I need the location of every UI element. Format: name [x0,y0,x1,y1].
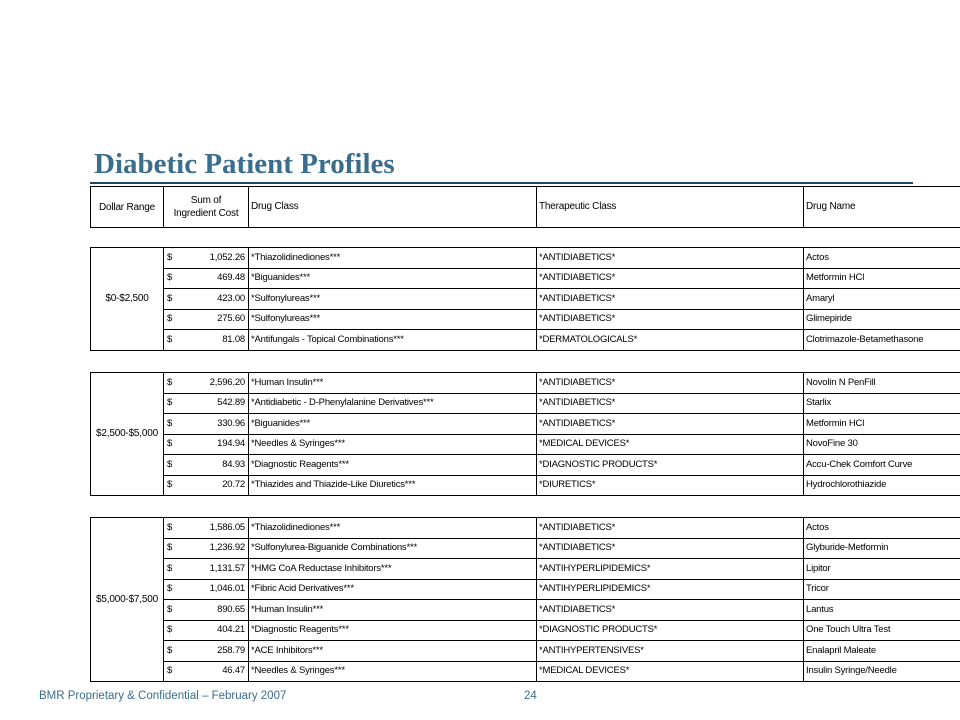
ingredient-cost-cell [164,455,249,476]
currency-symbol: $ [167,438,173,450]
currency-symbol: $ [167,417,173,429]
currency-symbol: $ [167,479,173,491]
therapeutic-class-cell: *ANTIDIABETICS* [537,600,804,621]
ingredient-cost-cell [164,579,249,600]
currency-symbol: $ [167,397,173,409]
cost-value: 275.60 [217,313,245,325]
currency-symbol: $ [167,665,173,677]
currency-symbol: $ [167,644,173,656]
ingredient-cost-cell [164,373,249,394]
therapeutic-class-cell: *ANTIDIABETICS* [537,268,804,289]
cost-value: 423.00 [217,292,245,304]
header-sum-line1: Sum of [190,195,222,206]
currency-symbol: $ [167,458,173,470]
cost-value: 1,131.57 [209,562,245,574]
table-row [91,579,960,600]
ingredient-cost-cell [164,414,249,435]
drug-name-cell: NovoFine 30 [804,434,960,455]
therapeutic-class-cell: *ANTIDIABETICS* [537,518,804,539]
drug-name-cell: Actos [804,248,960,269]
header-drug-class: Drug Class [249,187,537,228]
therapeutic-class-cell: *ANTIDIABETICS* [537,373,804,394]
ingredient-cost-cell [164,309,249,330]
therapeutic-class-cell: *MEDICAL DEVICES* [537,434,804,455]
drug-class-cell: *ACE Inhibitors*** [249,641,537,662]
drug-name-cell: Accu-Chek Comfort Curve [804,455,960,476]
drug-class-cell: *Thiazides and Thiazide-Like Diuretics*** [249,475,537,496]
currency-symbol: $ [167,603,173,615]
range-group-table [90,517,960,682]
ingredient-cost-cell [164,620,249,641]
drug-name-cell: Insulin Syringe/Needle [804,661,960,682]
therapeutic-class-cell: *DIAGNOSTIC PRODUCTS* [537,455,804,476]
drug-class-cell: *Biguanides*** [249,268,537,289]
table-row [91,600,960,621]
therapeutic-class-cell: *DIURETICS* [537,475,804,496]
therapeutic-class-cell: *DIAGNOSTIC PRODUCTS* [537,620,804,641]
cost-value: 1,236.92 [209,542,245,554]
currency-symbol: $ [167,562,173,574]
ingredient-cost-cell [164,600,249,621]
drug-class-cell: *Fibric Acid Derivatives*** [249,579,537,600]
ingredient-cost-cell [164,475,249,496]
header-dollar-range: Dollar Range [91,187,164,228]
drug-class-cell: *HMG CoA Reductase Inhibitors*** [249,559,537,580]
drug-name-cell: Metformin HCl [804,268,960,289]
cost-value: 1,046.01 [209,583,245,595]
ingredient-cost-cell [164,248,249,269]
currency-symbol: $ [167,376,173,388]
cost-value: 890.65 [217,603,245,615]
drug-name-cell: Clotrimazole-Betamethasone [804,330,960,351]
currency-symbol: $ [167,272,173,284]
therapeutic-class-cell: *ANTIDIABETICS* [537,538,804,559]
ingredient-cost-cell [164,393,249,414]
currency-symbol: $ [167,313,173,325]
footer-page-number: 24 [524,690,537,702]
table-row [91,538,960,559]
cost-value: 542.89 [217,397,245,409]
therapeutic-class-cell: *ANTIDIABETICS* [537,309,804,330]
table-row [91,268,960,289]
ingredient-cost-cell [164,538,249,559]
therapeutic-class-cell: *ANTIHYPERLIPIDEMICS* [537,579,804,600]
ingredient-cost-cell [164,641,249,662]
drug-class-cell: *Thiazolidinediones*** [249,518,537,539]
table-row [91,309,960,330]
table-row [91,373,960,394]
therapeutic-class-cell: *MEDICAL DEVICES* [537,661,804,682]
table-row [91,641,960,662]
header-sum-line2: Ingredient Cost [173,208,239,219]
table-row [91,393,960,414]
drug-name-cell: Starlix [804,393,960,414]
table-row [91,559,960,580]
therapeutic-class-cell: *ANTIDIABETICS* [537,289,804,310]
drug-class-cell: *Antifungals - Topical Combinations*** [249,330,537,351]
drug-class-cell: *Human Insulin*** [249,600,537,621]
cost-value: 81.08 [222,333,245,345]
cost-value: 194.94 [217,438,245,450]
currency-symbol: $ [167,333,173,345]
drug-name-cell: Hydrochlorothiazide [804,475,960,496]
drug-name-cell: Enalapril Maleate [804,641,960,662]
drug-class-cell: *Human Insulin*** [249,373,537,394]
therapeutic-class-cell: *ANTIDIABETICS* [537,248,804,269]
cost-value: 404.21 [217,624,245,636]
drug-class-cell: *Sulfonylurea-Biguanide Combinations*** [249,538,537,559]
drug-class-cell: *Needles & Syringes*** [249,434,537,455]
therapeutic-class-cell: *DERMATOLOGICALS* [537,330,804,351]
cost-value: 2,596.20 [209,376,245,388]
ingredient-cost-cell [164,434,249,455]
therapeutic-class-cell: *ANTIHYPERTENSIVES* [537,641,804,662]
range-group-table [90,372,960,496]
footer-confidential: BMR Proprietary & Confidential – February 2007 [39,690,287,702]
ingredient-cost-cell [164,518,249,539]
drug-class-cell: *Biguanides*** [249,414,537,435]
cost-value: 46.47 [222,665,245,677]
currency-symbol: $ [167,583,173,595]
drug-class-cell: *Sulfonylureas*** [249,309,537,330]
table-row [91,414,960,435]
drug-name-cell: Tricor [804,579,960,600]
dollar-range-cell: $2,500-$5,000 [91,373,164,496]
drug-class-cell: *Antidiabetic - D-Phenylalanine Derivatives*** [249,393,537,414]
drug-class-cell: *Thiazolidinediones*** [249,248,537,269]
header-therapeutic-class: Therapeutic Class [537,187,804,228]
cost-value: 330.96 [217,417,245,429]
table-row [91,620,960,641]
header-sum-ingredient-cost [164,187,249,228]
header-drug-name: Drug Name [804,187,960,228]
header-table [90,186,960,228]
drug-class-cell: *Sulfonylureas*** [249,289,537,310]
cost-value: 1,052.26 [209,251,245,263]
table-row [91,330,960,351]
drug-name-cell: Glyburide-Metformin [804,538,960,559]
table-row [91,434,960,455]
table-row [91,661,960,682]
ingredient-cost-cell [164,661,249,682]
drug-name-cell: One Touch Ultra Test [804,620,960,641]
drug-name-cell: Amaryl [804,289,960,310]
ingredient-cost-cell [164,268,249,289]
ingredient-cost-cell [164,330,249,351]
dollar-range-cell: $5,000-$7,500 [91,518,164,682]
title-rule [90,182,913,184]
table-row [91,455,960,476]
table-row [91,289,960,310]
table-row [91,518,960,539]
currency-symbol: $ [167,251,173,263]
drug-name-cell: Actos [804,518,960,539]
drug-name-cell: Metformin HCl [804,414,960,435]
cost-value: 469.48 [217,272,245,284]
currency-symbol: $ [167,521,173,533]
cost-value: 84.93 [222,458,245,470]
drug-name-cell: Novolin N PenFill [804,373,960,394]
drug-name-cell: Lipitor [804,559,960,580]
table-row [91,248,960,269]
drug-name-cell: Glimepiride [804,309,960,330]
ingredient-cost-cell [164,289,249,310]
cost-value: 1,586.05 [209,521,245,533]
currency-symbol: $ [167,542,173,554]
ingredient-cost-cell [164,559,249,580]
table-row [91,475,960,496]
drug-class-cell: *Needles & Syringes*** [249,661,537,682]
page-title: Diabetic Patient Profiles [94,148,395,180]
currency-symbol: $ [167,292,173,304]
drug-name-cell: Lantus [804,600,960,621]
cost-value: 20.72 [222,479,245,491]
therapeutic-class-cell: *ANTIDIABETICS* [537,414,804,435]
currency-symbol: $ [167,624,173,636]
cost-value: 258.79 [217,644,245,656]
dollar-range-cell: $0-$2,500 [91,248,164,351]
drug-class-cell: *Diagnostic Reagents*** [249,455,537,476]
range-group-table [90,247,960,351]
therapeutic-class-cell: *ANTIDIABETICS* [537,393,804,414]
drug-class-cell: *Diagnostic Reagents*** [249,620,537,641]
therapeutic-class-cell: *ANTIHYPERLIPIDEMICS* [537,559,804,580]
